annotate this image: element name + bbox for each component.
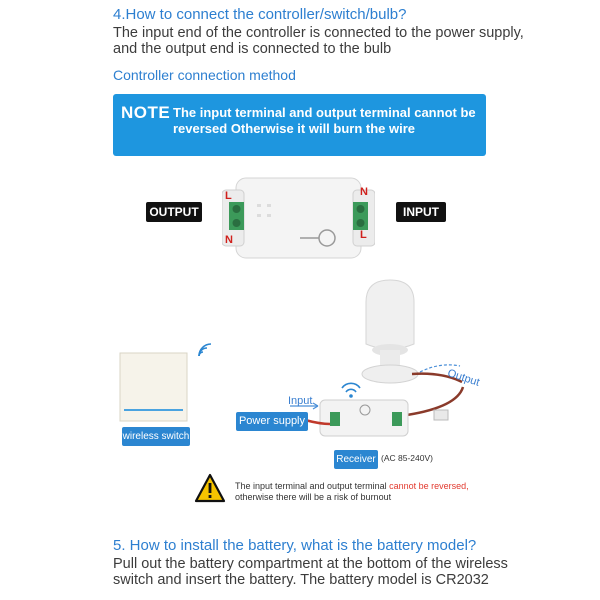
- warning-icon: [194, 473, 226, 503]
- left-bottom-terminal-letter: N: [225, 234, 233, 246]
- section-5-body: Pull out the battery compartment at the bottom of the wireless switch and insert the battery. The battery model is CR2032: [113, 556, 508, 588]
- left-top-terminal-letter: L: [225, 190, 232, 202]
- note-word: NOTE: [121, 103, 171, 122]
- wiring-illustration: [0, 270, 600, 470]
- input-tag: INPUT: [396, 202, 446, 222]
- output-arrow-label: Output: [445, 367, 482, 389]
- receiver-wifi-icon: [342, 383, 360, 392]
- wifi-icon: [199, 344, 211, 356]
- warning-text: [235, 481, 495, 503]
- right-top-terminal-letter: N: [360, 186, 368, 198]
- connection-method-label: Controller connection method: [113, 67, 296, 83]
- receiver-label: Receiver: [334, 450, 378, 469]
- warning-text-red: cannot be reversed,: [389, 481, 469, 491]
- input-arrow-label: Input: [288, 395, 313, 407]
- section-4-body: The input end of the controller is connected to the power supply, and the output end is connected to the bulb: [113, 25, 524, 57]
- power-supply-label: Power supply: [236, 412, 308, 431]
- warning-text-part3: otherwise there will be a risk of burnout: [235, 492, 392, 502]
- output-tag: OUTPUT: [146, 202, 202, 222]
- note-text: The input terminal and output terminal cannot be reversed Otherwise it will burn the wire: [173, 105, 476, 136]
- section-5-heading: 5. How to install the battery, what is the battery model?: [113, 537, 477, 554]
- section-4-heading: 4.How to connect the controller/switch/bulb?: [113, 6, 407, 23]
- wireless-switch-label: wireless switch: [122, 427, 190, 446]
- controller-diagram: [222, 176, 375, 260]
- receiver-spec: (AC 85-240V): [381, 453, 433, 463]
- right-bottom-terminal-letter: L: [360, 229, 367, 241]
- warning-text-part1: The input terminal and output terminal: [235, 481, 390, 491]
- note-banner: [113, 94, 486, 156]
